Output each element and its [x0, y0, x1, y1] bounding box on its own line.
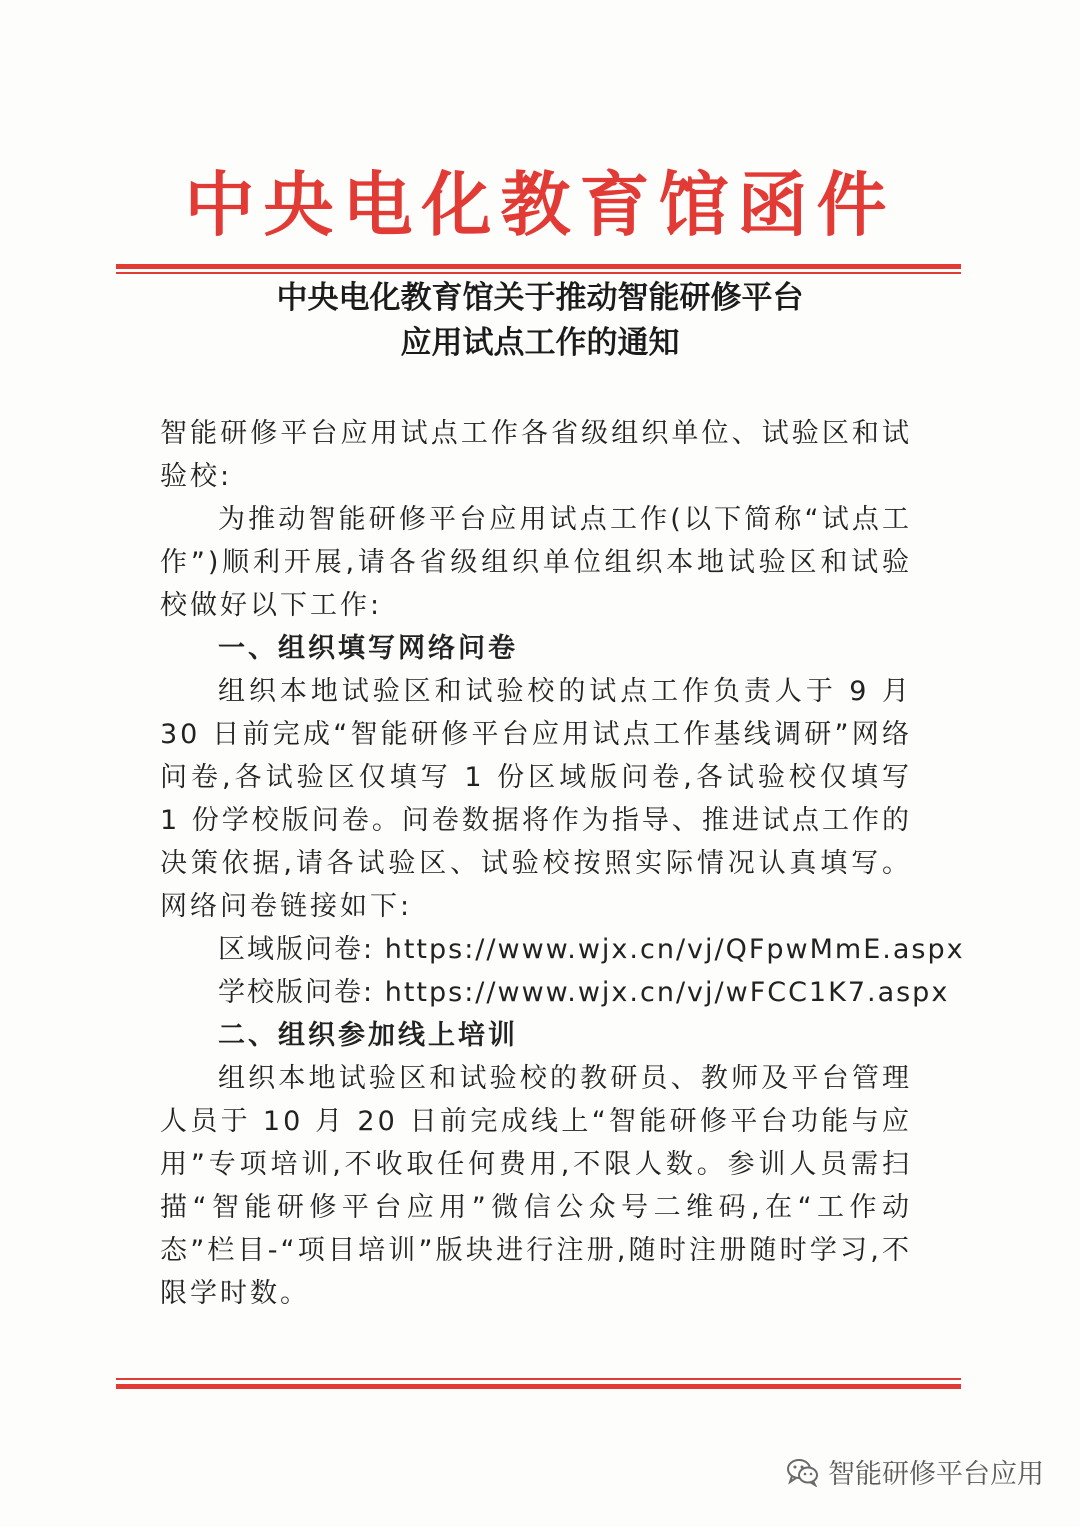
section1-paragraph: 组织本地试验区和试验校的试点工作负责人于 9 月 30 日前完成“智能研修平台应用试点工作基线调研”网络问卷,各试验区仅填写 1 份区域版问卷,各试验校仅填写 1 份学校版问卷。问卷数据将作为指导、推进试点工作的决策依据,请各试验区、试验校按照实际情况认真填写。网络问卷链接如下:	[160, 676, 912, 922]
account-watermark	[786, 1452, 1044, 1491]
letterhead-title: 中央电化教育馆函件	[184, 163, 896, 246]
section2-heading: 二、组织参加线上培训	[218, 1020, 518, 1051]
salutation: 智能研修平台应用试点工作各省级组织单位、试验区和试验校:	[160, 418, 912, 492]
document-title-line2: 应用试点工作的通知	[400, 325, 680, 361]
regional-questionnaire-line	[160, 928, 965, 971]
footer-rule-thin	[116, 1378, 961, 1380]
regional-questionnaire-label: 区域版问卷:	[218, 934, 375, 965]
school-questionnaire-label: 学校版问卷:	[218, 977, 375, 1008]
school-questionnaire-url: https://www.wjx.cn/vj/wFCC1K7.aspx	[384, 977, 950, 1008]
school-questionnaire-line	[160, 971, 950, 1014]
intro-paragraph: 为推动智能研修平台应用试点工作(以下简称“试点工作”)顺利开展,请各省级组织单位组织本地试验区和试验校做好以下工作:	[160, 504, 912, 621]
document-body	[160, 412, 965, 1315]
regional-questionnaire-url: https://www.wjx.cn/vj/QFpwMmE.aspx	[384, 934, 965, 965]
section2-paragraph: 组织本地试验区和试验校的教研员、教师及平台管理人员于 10 月 20 日前完成线上“智能研修平台功能与应用”专项培训,不收取任何费用,不限人数。参训人员需扫描“智能研修平台应用”微信公众号二维码,在“工作动态”栏目-“项目培训”版块进行注册,随时注册随时学习,不限学时数。	[160, 1063, 912, 1309]
wechat-icon	[786, 1457, 820, 1487]
footer-rule-thick	[116, 1384, 961, 1389]
document-title-line1: 中央电化教育馆关于推动智能研修平台	[276, 280, 804, 316]
watermark-text: 智能研修平台应用	[828, 1459, 1044, 1490]
letterhead-rule-top-thick	[116, 264, 961, 269]
section1-heading: 一、组织填写网络问卷	[218, 633, 518, 664]
